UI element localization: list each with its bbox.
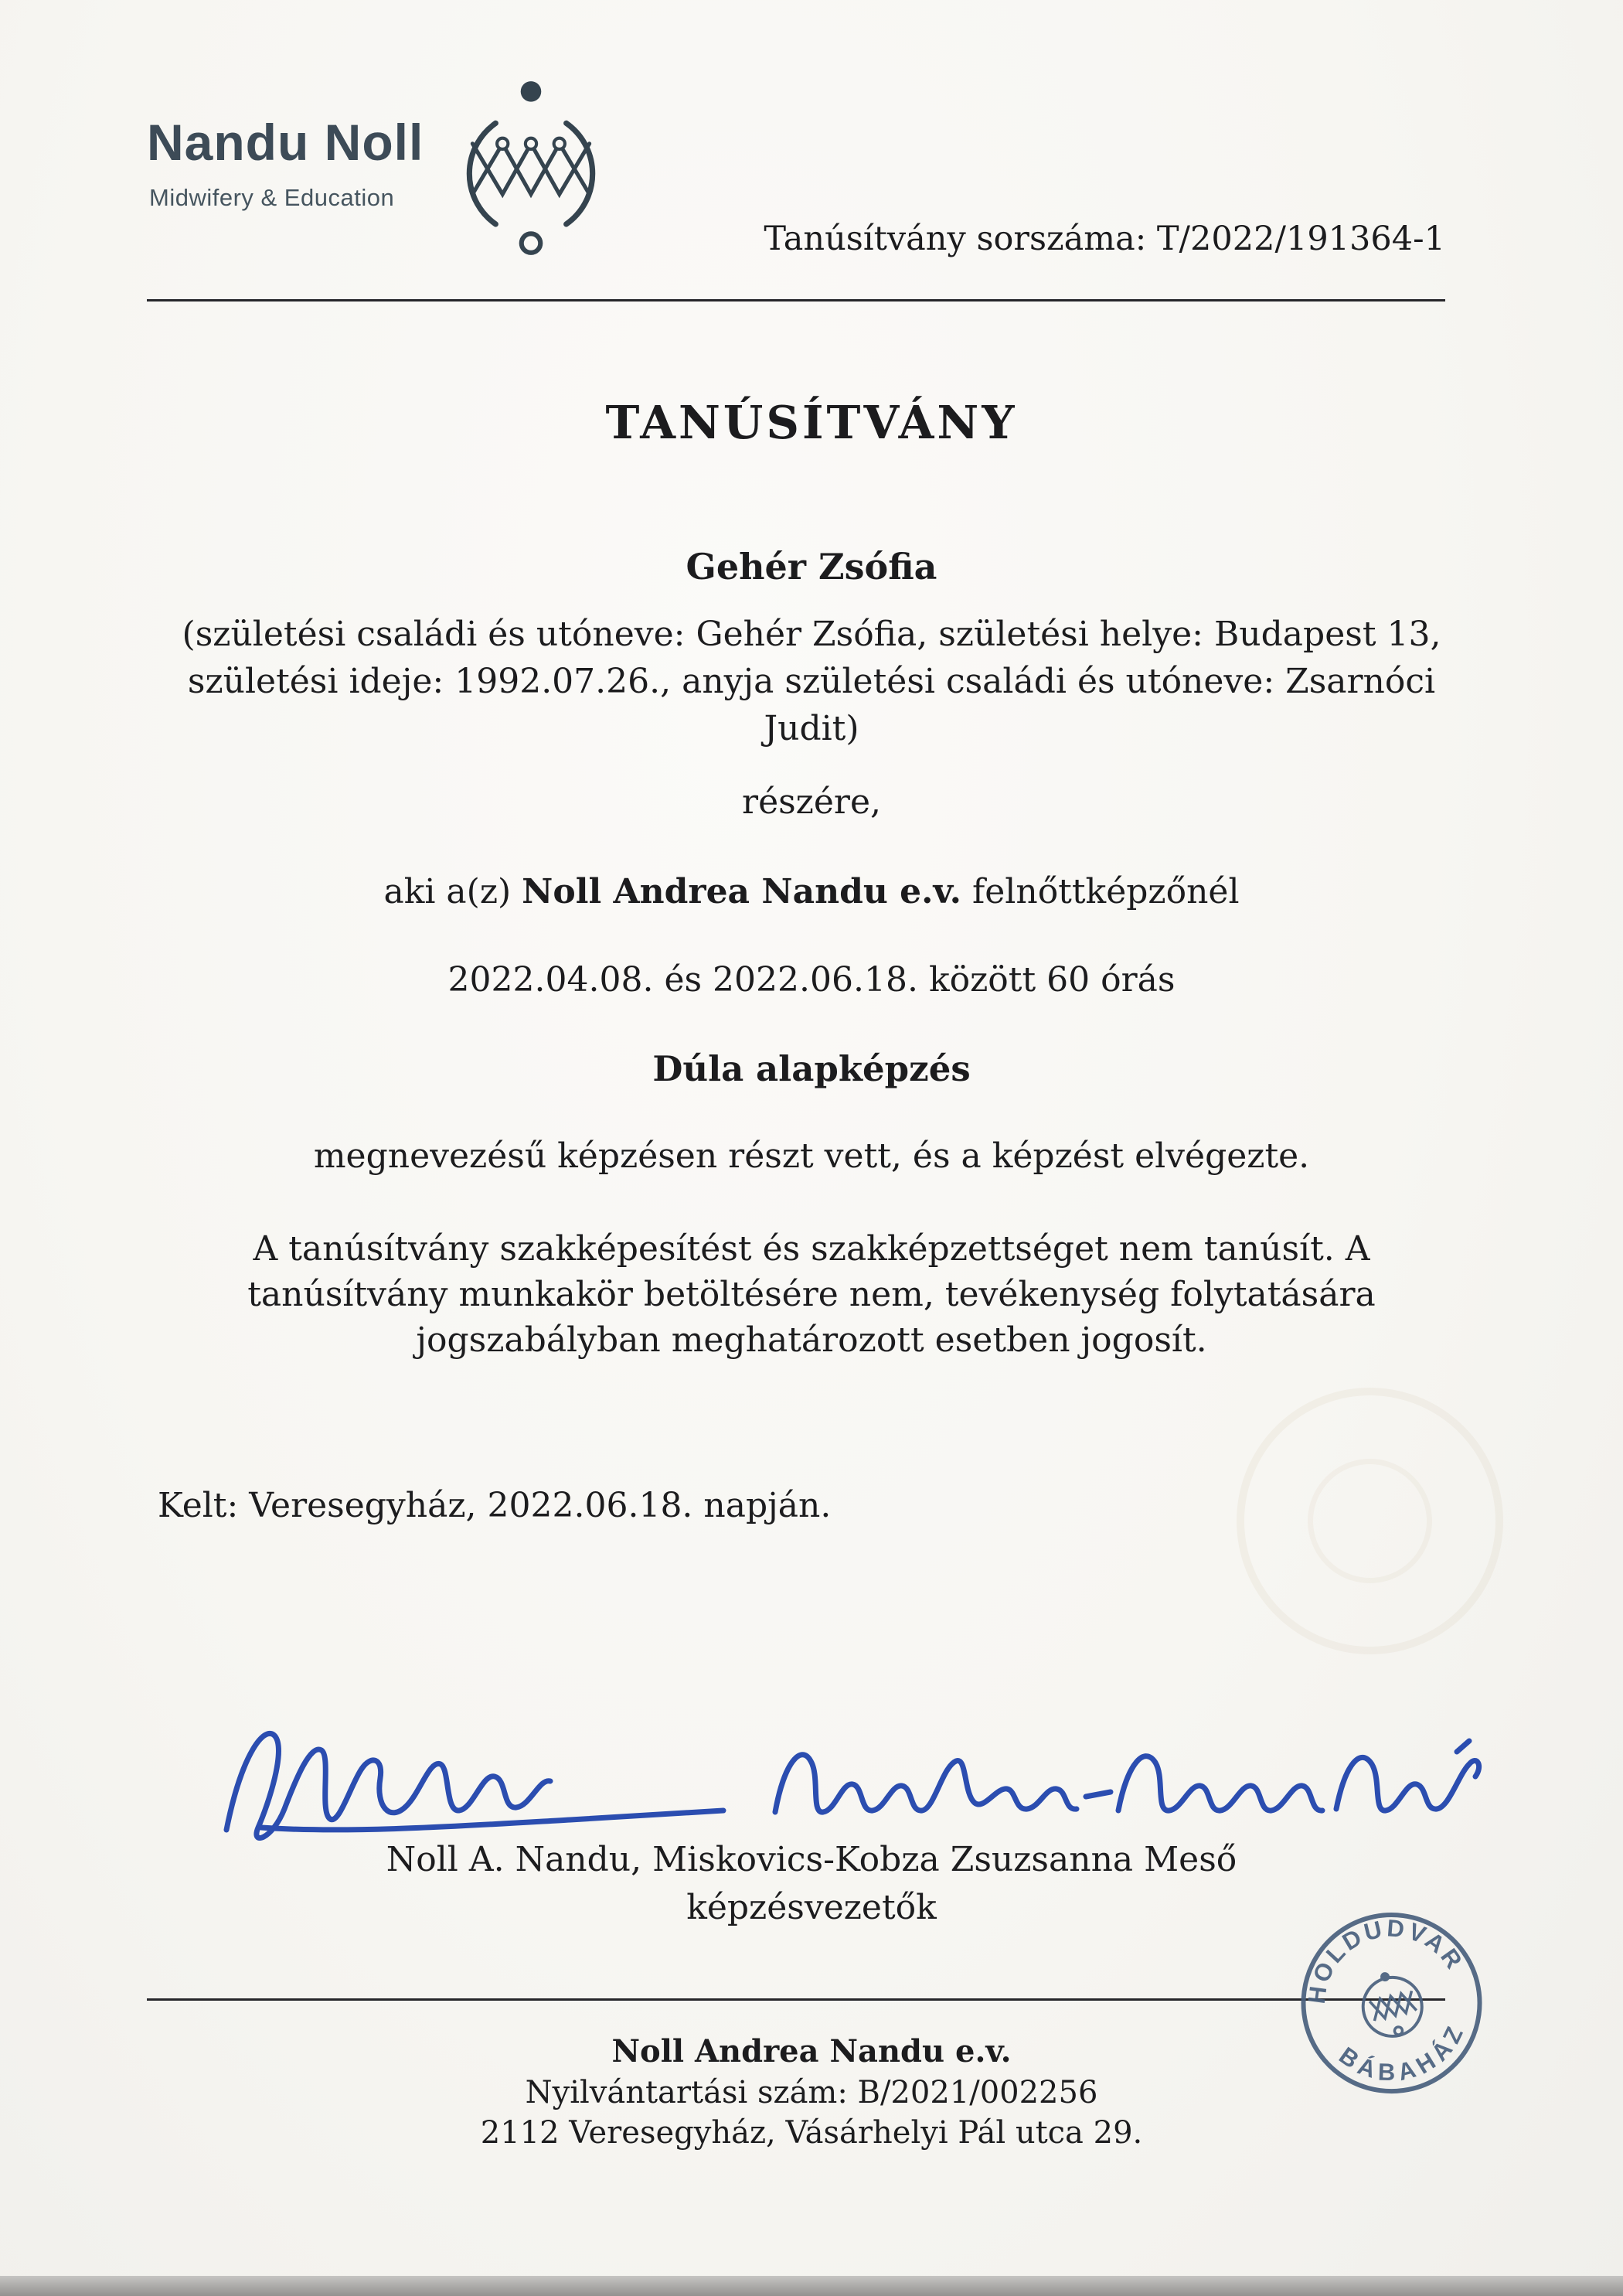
provider-suffix: felnőttképzőnél xyxy=(971,872,1240,911)
footer-address: 2112 Veresegyház, Vásárhelyi Pál utca 29. xyxy=(480,2115,1143,2151)
signatory-names: Noll A. Nandu, Miskovics-Kobza Zsuzsanna Meső xyxy=(386,1840,1237,1879)
issue-date-line: Kelt: Veresegyház, 2022.06.18. napján. xyxy=(158,1486,832,1525)
scan-bottom-edge xyxy=(0,2276,1623,2296)
signature-miskovics-kobza-icon xyxy=(761,1721,1495,1852)
recipient-details: (születési családi és utóneve: Gehér Zsófia, születési helye: Budapest 13, születési ideje: 1992.07.26., anyja születési családi és utóneve: Zsarnóci Judit) xyxy=(182,615,1441,748)
provider-name: Noll Andrea Nandu e.v. xyxy=(522,872,961,911)
for-line: részére, xyxy=(742,782,881,822)
disclaimer-paragraph: A tanúsítvány szakképesítést és szakképzettséget nem tanúsít. A tanúsítvány munkakör betöltésére nem, tevékenység folytatására jogszabályban meghatározott esetben jogosít. xyxy=(247,1229,1376,1360)
provider-prefix: aki a(z) xyxy=(383,872,512,911)
stamp-top-text: HOLDUDVAR xyxy=(1302,1914,1470,2005)
recipient-name: Gehér Zsófia xyxy=(686,546,937,588)
course-dates-line: 2022.04.08. és 2022.06.18. között 60 órás xyxy=(447,960,1176,1000)
svg-text:BÁBAHÁZ xyxy=(1330,2012,1480,2100)
signature-noll-nandu-icon xyxy=(207,1710,748,1857)
signatory-role: képzésvezetők xyxy=(686,1888,937,1927)
completion-line: megnevezésű képzésen részt vett, és a képzést elvégezte. xyxy=(313,1136,1310,1176)
footer-registration-number: Nyilvántartási szám: B/2021/002256 xyxy=(525,2075,1098,2110)
course-name: Dúla alapképzés xyxy=(652,1048,971,1089)
provider-line xyxy=(0,872,1623,911)
footer-divider xyxy=(147,1998,1445,2001)
footer-company-name: Noll Andrea Nandu e.v. xyxy=(611,2033,1012,2069)
header-divider xyxy=(147,299,1445,301)
certificate-title: TANÚSÍTVÁNY xyxy=(605,396,1018,449)
nandu-noll-logo-icon xyxy=(442,77,620,262)
certificate-serial-number: Tanúsítvány sorszáma: T/2022/191364-1 xyxy=(764,220,1445,258)
logo-tagline: Midwifery & Education xyxy=(149,184,395,211)
stamp-bottom-text: BÁBAHÁZ xyxy=(1334,2018,1471,2086)
logo-name: Nandu Noll xyxy=(147,114,424,171)
stamp-bleedthrough-ghost xyxy=(1202,1353,1538,1689)
